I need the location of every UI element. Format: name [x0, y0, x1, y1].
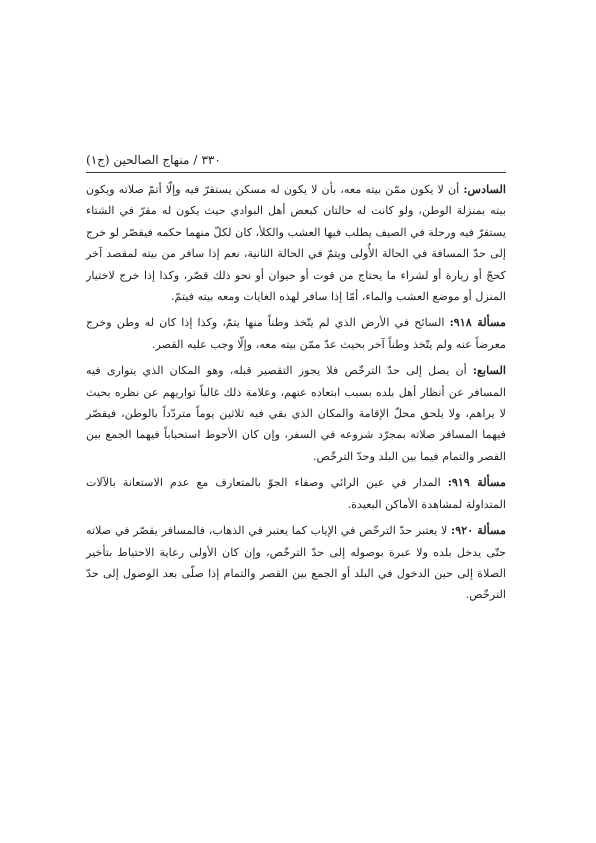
- paragraph-text: المدار في عين الرائي وصفاء الجوّ بالمتعارف مع عدم الاستعانة بالآلات المتداولة لمشاهدة الأماكن البعيدة.: [86, 476, 506, 511]
- paragraph-text: لا يعتبر حدّ الترخّص في الإياب كما يعتبر في الذهاب، فالمسافر يقصّر في صلاته حتّى يدخل بلده ولا عبرة بوصوله إلى حدّ الترخّص، وإن كان الأولى رعاية الاحتياط بتأخير الصلاة إلى حين الدخول في البلد أو الجمع بين القصر والتمام إذا صلّى بعد الوصول إلى حدّ الترخّص.: [86, 524, 506, 602]
- paragraph-term: مسألة ٩١٩:: [447, 475, 506, 490]
- paragraph-term: السادس:: [463, 182, 506, 196]
- book-title: منهاج الصالحين (ج١): [86, 153, 190, 167]
- paragraph-issue-920: [86, 520, 506, 606]
- paragraph-text: أن لا يكون ممّن بيته معه، بأن لا يكون له مسكن يستقرّ فيه وإلّا أتمّ صلاته ويكون بيته بمنزلة الوطن، ولو كانت له حالتان كبعض أهل البوادي حيث يكون له مقرّ في الشتاء يستقرّ فيه ورحلة في الصيف يطلب فيها العشب والكلأ، كان لكلّ منهما حكمه فيقصّر لو خرج إلى حدّ المسافة في الحالة الأُولى ويتمّ في الحالة الثانية، نعم إذا سافر من بيته لمقصد آخر كحجّ أو زيارة أو لشراء ما يحتاج من قوت أو حيوان أو نحو ذلك قصّر، وكذا إذا خرج لاختيار المنزل أو موضع العشب والماء، أمّا إذا سافر لهذه الغايات ومعه بيته فيتمّ.: [86, 183, 506, 304]
- paragraph-issue-919: [86, 472, 506, 515]
- paragraph-term: السابع:: [472, 363, 506, 378]
- paragraph-text: السائح في الأرض الذي لم يتّخذ وطناً منها يتمّ، وكذا إذا كان له وطن وخرج معرضاً عنه ولم يتّخذ وطناً آخر بحيث عدّ ممّن بيته معه، وإلّا وجب عليه القصر.: [86, 316, 506, 351]
- paragraph-issue-918: [86, 312, 506, 355]
- page: [86, 152, 506, 611]
- paragraph-term: مسألة ٩٢٠:: [451, 523, 507, 538]
- paragraph-seventh-condition: [86, 360, 506, 467]
- body-text: [86, 179, 506, 606]
- page-number: ٣٣٠: [201, 153, 221, 167]
- paragraph-sixth-condition: [86, 179, 506, 307]
- paragraph-term: مسألة ٩١٨:: [449, 315, 506, 330]
- paragraph-text: أن يصل إلى حدّ الترخّص فلا يجوز التقصير قبله، وهو المكان الذي يتوارى فيه المسافر عن أنظار أهل بلده بسبب ابتعاده عنهم، وعلامة ذلك غالباً تواريهم عن نظره بحيث لا يراهم، ولا يلحق محلّ الإقامة والمكان الذي بقي فيه ثلاثين يوماً متردّداً بالوطن، فيقصّر فيهما المسافر صلاته بمجرّد شروعه في السفر، وإن كان الأحوط استحباباً فيهما الجمع بين القصر والتمام فيما بين البلد وحدّ الترخّص.: [86, 364, 506, 463]
- header-separator: /: [193, 153, 198, 167]
- running-header: [86, 152, 506, 173]
